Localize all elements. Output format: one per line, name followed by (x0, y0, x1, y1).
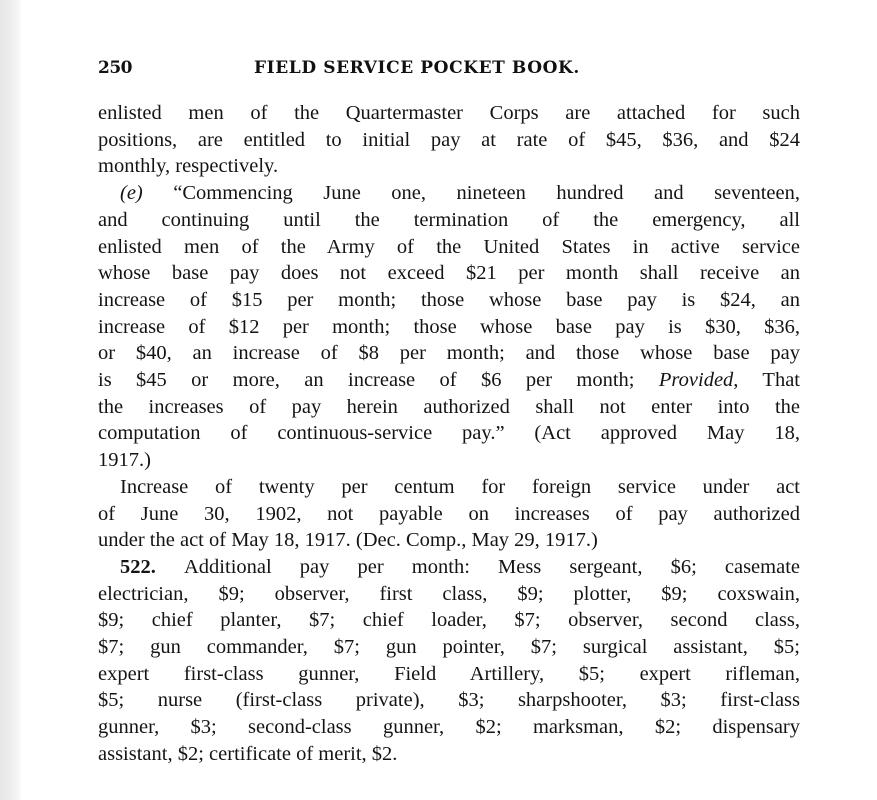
italic-provided: Provided (658, 369, 734, 392)
text-line: of June 30, 1902, not payable on increases of pay authorized (98, 502, 800, 525)
text-line: Increase of twenty per centum for foreign service under act (120, 475, 800, 498)
text-fragment: , That (733, 369, 800, 392)
text-line: $5; nurse (first-class private), $3; sharpshooter, $3; first-class (98, 689, 800, 712)
text-line: the increases of pay herein authorized shall not enter into the (98, 395, 800, 418)
paragraph-subsection-e (98, 180, 800, 474)
paragraph-continuation (98, 100, 800, 180)
text-line: assistant, $2; certificate of merit, $2. (98, 742, 398, 765)
paragraph-foreign-service (98, 474, 800, 554)
body-text (98, 100, 800, 768)
book-title: FIELD SERVICE POCKET BOOK. (254, 58, 580, 78)
text-line: enlisted men of the Quartermaster Corps are attached for such (98, 102, 800, 124)
text-line: and continuing until the termination of the emergency, all (98, 208, 800, 231)
section-number: 522. (120, 555, 156, 578)
page-edge-shadow (0, 0, 22, 800)
page-number: 250 (98, 58, 132, 78)
text-line: $7; gun commander, $7; gun pointer, $7; surgical assistant, $5; (98, 636, 800, 659)
text-line: gunner, $3; second-class gunner, $2; marksman, $2; dispensary (98, 716, 800, 739)
text-line: $9; chief planter, $7; chief loader, $7; observer, second class, (98, 609, 800, 632)
text-fragment: “Commencing June one, nineteen hundred and seventeen, (173, 182, 801, 205)
text-line: 1917.) (98, 449, 151, 472)
text-line: electrician, $9; observer, first class, $9; plotter, $9; coxswain, (98, 582, 800, 605)
text-line: positions, are entitled to initial pay at rate of $45, $36, and $24 (98, 128, 800, 151)
text-line: or $40, an increase of $8 per month; and those whose base pay (98, 342, 800, 365)
paragraph-section-522 (98, 554, 800, 768)
text-line: whose base pay does not exceed $21 per month shall receive an (98, 262, 800, 285)
running-head (98, 58, 800, 84)
text-line: increase of $15 per month; those whose base pay is $24, an (98, 288, 800, 311)
subsection-label: (e) (120, 182, 143, 205)
text-line-with-italic (98, 367, 800, 394)
text-fragment: is $45 or more, an increase of $6 per month; (98, 369, 635, 392)
text-line-first (98, 180, 800, 207)
text-line: computation of continuous-service pay.” (Act approved May 18, (98, 422, 800, 445)
text-line: increase of $12 per month; those whose base pay is $30, $36, (98, 315, 800, 338)
text-line: under the act of May 18, 1917. (Dec. Comp., May 29, 1917.) (98, 529, 598, 552)
text-line-first (98, 554, 800, 581)
text-line: enlisted men of the Army of the United States in active service (98, 235, 800, 258)
text-line: monthly, respectively. (98, 155, 279, 178)
text-line: expert first-class gunner, Field Artillery, $5; expert rifleman, (98, 662, 800, 685)
text-fragment: Additional pay per month: Mess sergeant, $6; casemate (184, 555, 800, 578)
